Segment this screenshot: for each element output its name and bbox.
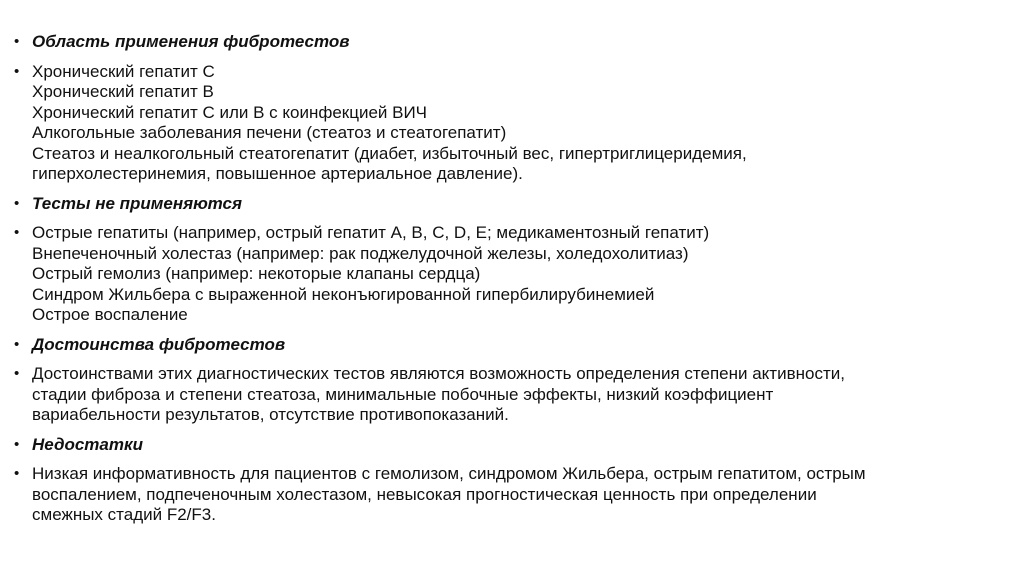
section-body-advantages xyxy=(14,364,984,426)
section-body-application xyxy=(14,62,984,185)
body-text xyxy=(32,62,984,185)
bullet-icon: • xyxy=(14,194,20,212)
body-line: Алкогольные заболевания печени (стеатоз и стеатогепатит) xyxy=(32,123,507,142)
body-line: Хронический гепатит С xyxy=(32,61,215,81)
body-line: Стеатоз и неалкогольный стеатогепатит (диабет, избыточный вес, гипертриглицеридемия, xyxy=(32,143,747,163)
bullet-icon: • xyxy=(14,62,20,80)
body-line: Синдром Жильбера с выраженной неконъюгированной гипербилирубинемией xyxy=(32,284,655,304)
body-line: Внепеченочный холестаз (например: рак поджелудочной железы, холедохолитиаз) xyxy=(32,243,689,263)
bullet-icon: • xyxy=(14,224,20,241)
heading-text: Тесты не применяются xyxy=(32,193,242,213)
body-line: стадии фиброза и степени стеатоза, минимальные побочные эффекты, низкий коэффициент xyxy=(32,384,774,404)
body-line: гиперхолестеринемия, повышенное артериальное давление). xyxy=(32,164,523,183)
body-line: Хронический гепатит С или В с коинфекцией ВИЧ xyxy=(32,102,428,122)
section-body-not-applicable xyxy=(14,223,984,326)
body-line: Низкая информативность для пациентов с гемолизом, синдромом Жильбера, острым гепатитом, острым xyxy=(32,464,866,483)
section-body-disadvantages xyxy=(14,464,984,526)
body-line: Острый гемолиз (например: некоторые клапаны сердца) xyxy=(32,264,481,283)
body-line: Хронический гепатит В xyxy=(32,82,214,101)
bullet-icon: • xyxy=(14,435,20,453)
section-heading-not-applicable xyxy=(14,194,984,215)
body-text xyxy=(32,464,984,526)
bullet-icon: • xyxy=(14,33,20,50)
section-heading-application xyxy=(14,32,984,53)
body-line: воспалением, подпеченочным холестазом, невысокая прогностическая ценность при определении xyxy=(32,484,817,504)
body-line: Достоинствами этих диагностических тестов являются возможность определения степени активности, xyxy=(32,364,845,383)
bullet-icon: • xyxy=(14,335,20,353)
body-text xyxy=(32,223,984,326)
bullet-icon: • xyxy=(14,365,20,382)
body-line: Острое воспаление xyxy=(32,305,188,324)
heading-text: Область применения фибротестов xyxy=(32,32,350,51)
section-heading-disadvantages xyxy=(14,435,984,456)
body-line: Острые гепатиты (например, острый гепатит А, В, С, D, Е; медикаментозный гепатит) xyxy=(32,223,710,242)
body-line: вариабельности результатов, отсутствие противопоказаний. xyxy=(32,405,509,424)
heading-text: Достоинства фибротестов xyxy=(32,334,286,354)
heading-text: Недостатки xyxy=(32,434,143,454)
body-line: смежных стадий F2/F3. xyxy=(32,505,216,524)
bullet-icon: • xyxy=(14,465,20,482)
section-heading-advantages xyxy=(14,335,984,356)
body-text xyxy=(32,364,984,426)
